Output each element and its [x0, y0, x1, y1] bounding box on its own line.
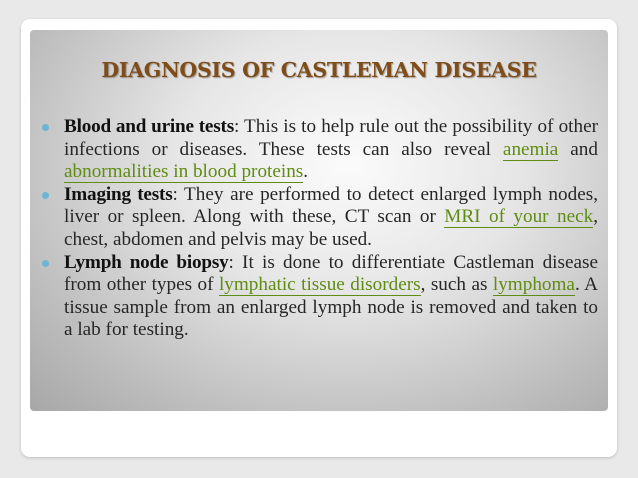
bullet-dot-icon: [42, 192, 49, 199]
bullet-text: and: [558, 138, 598, 160]
link-anemia[interactable]: anemia: [502, 138, 559, 160]
bullet-text: : It is done to differentiate Castleman disease from other types of: [64, 251, 598, 296]
bullet-text: . A tissue sample from an enlarged lymph node is removed and taken to a lab for testing.: [64, 274, 598, 341]
bullet-item-blood-urine-tests: [64, 116, 598, 184]
bullet-item-imaging-tests: [64, 184, 598, 252]
bullet-lead: Lymph node biopsy: [64, 251, 229, 273]
link-lymphatic-tissue-disorders[interactable]: lymphatic tissue disorders: [218, 274, 421, 296]
bullet-text: : This is to help rule out the possibility of other infections or diseases. These tests can also reveal: [64, 116, 598, 160]
bullet-lead: Imaging tests: [64, 183, 173, 205]
bullet-text: .: [303, 161, 309, 183]
bullet-list: [64, 116, 598, 342]
bullet-dot-icon: [42, 124, 49, 131]
bullet-text: , such as: [420, 274, 493, 296]
bullet-item-lymph-node-biopsy: [64, 252, 598, 342]
bullet-text: : They are performed to detect enlarged lymph nodes, liver or spleen. Along with these, CT scan or: [64, 183, 598, 228]
bullet-text: , chest, abdomen and pelvis may be used.: [64, 206, 598, 250]
slide-title: DIAGNOSIS OF CASTLEMAN DISEASE: [101, 58, 537, 82]
bullet-dot-icon: [42, 260, 49, 267]
bullet-lead: Blood and urine tests: [64, 116, 234, 137]
link-mri-of-your-neck[interactable]: MRI of your neck: [444, 206, 594, 228]
link-lymphoma[interactable]: lymphoma: [492, 274, 575, 296]
link-abnormalities-in-blood-proteins[interactable]: abnormalities in blood proteins: [64, 161, 304, 183]
